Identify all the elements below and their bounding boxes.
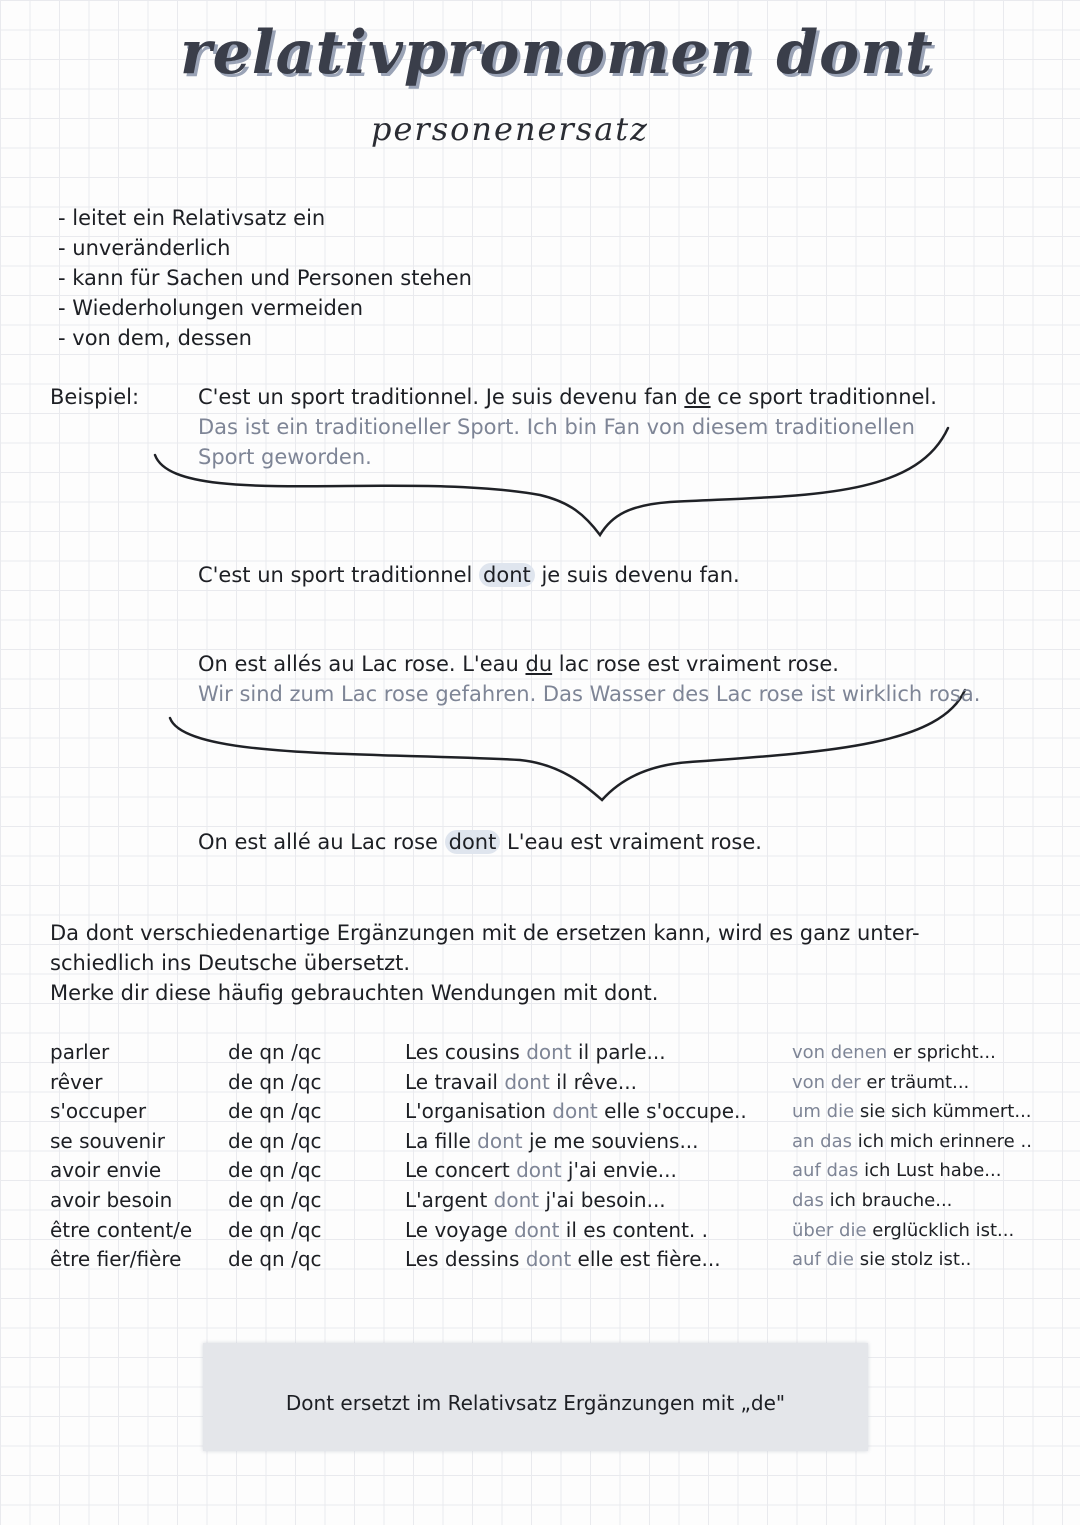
preposition: de qn /qc [228, 1128, 322, 1153]
verb: rêver [50, 1069, 103, 1094]
rule-item: - unveränderlich [58, 233, 472, 263]
verb: se souvenir [50, 1128, 166, 1153]
preposition: de qn /qc [228, 1099, 322, 1124]
german-translation: an das ich mich erinnere .. [792, 1130, 1032, 1152]
summary-box [203, 1343, 868, 1451]
preposition: de qn /qc [228, 1217, 322, 1242]
german-translation: von der er träumt... [792, 1071, 970, 1093]
french-example: L'organisation dont elle s'occupe.. [405, 1099, 747, 1124]
rule-item: - leitet ein Relativsatz ein [58, 203, 472, 233]
explanation-paragraph: Da dont verschiedenartige Ergänzungen mit de ersetzen kann, wird es ganz unter- schiedlich ins Deutsche übersetzt. Merke dir diese häufig gebrauchten Wendungen mit dont. [50, 921, 920, 1005]
french-example: La fille dont je me souviens... [405, 1128, 699, 1153]
verb: être fier/fière [50, 1247, 182, 1272]
verb: parler [50, 1040, 110, 1064]
french-example: Les dessins dont elle est fière... [405, 1247, 721, 1272]
preposition-column [228, 1038, 322, 1275]
rule-item: - kann für Sachen und Personen stehen [58, 263, 472, 293]
preposition: de qn /qc [228, 1069, 322, 1094]
example1-german-line1: Das ist ein traditioneller Sport. Ich bin Fan von diesem traditionellen [198, 415, 915, 439]
french-example-column [405, 1038, 747, 1275]
french-example: Le concert dont j'ai envie... [405, 1158, 677, 1183]
verb: s'occuper [50, 1099, 147, 1124]
german-translation: um die sie sich kümmert... [792, 1101, 1032, 1123]
german-translation: über die erglücklich ist... [792, 1219, 1015, 1241]
french-example: Les cousins dont il parle... [405, 1040, 666, 1064]
example2-german: Wir sind zum Lac rose gefahren. Das Wasser des Lac rose ist wirklich rosa. [198, 682, 981, 706]
verb: avoir envie [50, 1158, 162, 1183]
dont-highlight: dont [479, 563, 535, 587]
german-translation: auf das ich Lust habe... [792, 1160, 1002, 1182]
german-translation: das ich brauche... [792, 1189, 953, 1211]
example-label: Beispiel: [50, 385, 140, 409]
preposition: de qn /qc [228, 1247, 322, 1272]
french-example: L'argent dont j'ai besoin... [405, 1187, 666, 1212]
page-subtitle: personenersatz [370, 110, 649, 148]
german-translation: auf die sie stolz ist.. [792, 1249, 972, 1271]
verb: être content/e [50, 1217, 193, 1242]
dont-highlight: dont [445, 830, 501, 854]
example2-result: On est allé au Lac rose dont L'eau est vraiment rose. [198, 830, 762, 854]
preposition: de qn /qc [228, 1158, 322, 1183]
example1-german-line2: Sport geworden. [198, 445, 372, 469]
example2-french: On est allés au Lac rose. L'eau du lac rose est vraiment rose. [198, 652, 839, 676]
german-translation-column [792, 1038, 1032, 1275]
rule-item: - Wiederholungen vermeiden [58, 293, 472, 323]
verb-column [50, 1038, 192, 1275]
french-example: Le travail dont il rêve... [405, 1069, 637, 1094]
verb: avoir besoin [50, 1187, 173, 1212]
preposition-de: de [684, 385, 711, 409]
page-title: relativpronomen dont [180, 18, 934, 88]
example1-result: C'est un sport traditionnel dont je suis devenu fan. [198, 563, 740, 587]
french-example: Le voyage dont il es content. . [405, 1217, 708, 1242]
preposition-du: du [525, 652, 553, 676]
preposition: de qn /qc [228, 1040, 322, 1064]
rule-item: - von dem, dessen [58, 323, 472, 353]
example1-french: C'est un sport traditionnel. Je suis devenu fan de ce sport traditionnel. [198, 385, 937, 409]
preposition: de qn /qc [228, 1187, 322, 1212]
summary-text: Dont ersetzt im Relativsatz Ergänzungen mit „de" [285, 1391, 786, 1415]
german-translation: von denen er spricht... [792, 1042, 996, 1063]
